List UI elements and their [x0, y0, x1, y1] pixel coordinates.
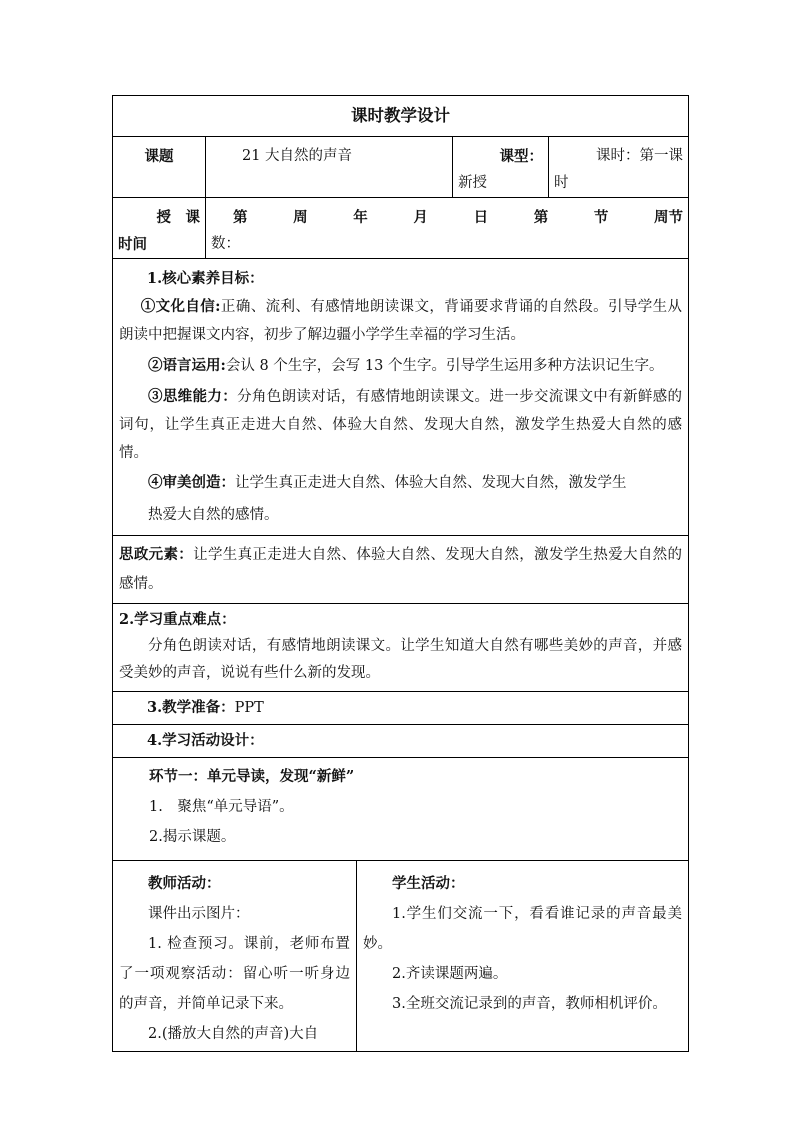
goal-thinking-label: ③思维能力：: [148, 388, 238, 405]
goal-language-label: ②语言运用:: [148, 357, 226, 374]
class-time-label-line1: 授 课: [156, 209, 200, 226]
period-cell: [549, 137, 689, 198]
section-one-title: 环节一：单元导读，发现“新鲜”: [149, 768, 355, 785]
date-period: 节: [593, 209, 609, 226]
date-month: 月: [413, 209, 428, 226]
date-line: [211, 204, 683, 231]
lesson-type-value: 新授: [458, 175, 487, 191]
section-one: [113, 758, 689, 861]
ideology-text: 让学生真正走进大自然、体验大自然、发现大自然，激发学生热爱大自然的感情。: [119, 547, 683, 592]
class-time-label: [113, 198, 206, 259]
key-points-heading: 2.学习重点难点：: [119, 611, 236, 628]
class-time-value: [206, 198, 689, 259]
goal-thinking-text: 分角色朗读对话，有感情地朗读课文。进一步交流课文中有新鲜感的词句，让学生真正走进大自然、体验大自然、发现大自然，激发学生热爱大自然的感情。: [119, 389, 683, 461]
ideology-label: 思政元素：: [119, 546, 194, 563]
page-title: 课时教学设计: [113, 96, 689, 137]
date-period-prefix: 第: [533, 209, 549, 226]
lesson-type-cell: [453, 137, 549, 198]
teacher-activity-line-3: 2.(播放大自然的声音)大自: [148, 1026, 319, 1042]
student-activity-line-1: 1.学生们交流一下，看看谁记录的声音最美妙。: [363, 906, 682, 952]
weekly-periods-count: 数：: [211, 236, 240, 252]
goal-culture: [119, 293, 682, 349]
lesson-type-label: 课型：: [499, 148, 543, 165]
date-week-prefix: 第: [233, 209, 248, 226]
topic-label: 课题: [113, 137, 206, 198]
teacher-activity-heading: 教师活动：: [148, 875, 221, 892]
lesson-plan-page: [112, 95, 688, 1052]
lesson-plan-table: [112, 95, 689, 1052]
goal-language-text: 会认 8 个生字，会写 13 个生字。引导学生运用多种方法识记生字。: [225, 358, 664, 374]
prep-label: 3.教学准备：: [147, 699, 235, 716]
student-activity-line-3: 3.全班交流记录到的声音，教师相机评价。: [392, 996, 667, 1012]
activity-heading: 4.学习活动设计：: [113, 725, 689, 758]
goal-aesthetic-text: 让学生真正走进大自然、体验大自然、发现大自然，激发学生: [235, 475, 627, 491]
date-year: 年: [353, 209, 368, 226]
period-label: 课时：第一课: [596, 148, 683, 164]
goal-language: [119, 349, 682, 383]
prep-section: [113, 692, 689, 725]
topic-value: 21 大自然的声音: [206, 137, 453, 198]
prep-value: PPT: [234, 700, 264, 716]
goal-aesthetic-text-cont: 热爱大自然的感情。: [148, 507, 279, 523]
teacher-activity-line-2: 1. 检查预习。课前，老师布置了一项观察活动：留心听一听身边的声音，并简单记录下来。: [119, 936, 350, 1012]
weekly-periods-label: 周节: [653, 209, 683, 226]
goal-aesthetic-label: ④审美创造：: [148, 474, 235, 491]
section-one-item-1: 1. 聚焦“单元导语”。: [149, 799, 294, 815]
core-goals-section: [113, 259, 689, 536]
core-goals-heading: 1.核心素养目标：: [147, 270, 264, 287]
goal-culture-label: ①文化自信:: [140, 298, 221, 315]
section-one-item-2: 2.揭示课题。: [149, 829, 236, 845]
key-points-section: [113, 604, 689, 692]
teacher-activity-line-1: 课件出示图片：: [148, 906, 250, 922]
goal-aesthetic: [119, 467, 682, 499]
period-value: 时: [554, 175, 569, 191]
teacher-activity-column: [113, 861, 357, 1052]
date-week: 周: [293, 209, 308, 226]
student-activity-column: [357, 861, 689, 1052]
goal-culture-text: 正确、流利、有感情地朗读课文，背诵要求背诵的自然段。引导学生从朗读中把握课文内容，初步了解边疆小学学生幸福的学习生活。: [119, 299, 683, 343]
student-activity-line-2: 2.齐读课题两遍。: [392, 966, 508, 982]
class-time-label-line2: 时间: [118, 236, 147, 253]
goal-thinking: [119, 383, 682, 467]
student-activity-heading: 学生活动：: [392, 875, 465, 892]
ideology-section: [113, 536, 689, 604]
date-day: 日: [473, 209, 489, 226]
key-points-text: 分角色朗读对话，有感情地朗读课文。让学生知道大自然有哪些美妙的声音，并感受美妙的声音，说说有些什么新的发现。: [119, 638, 682, 681]
